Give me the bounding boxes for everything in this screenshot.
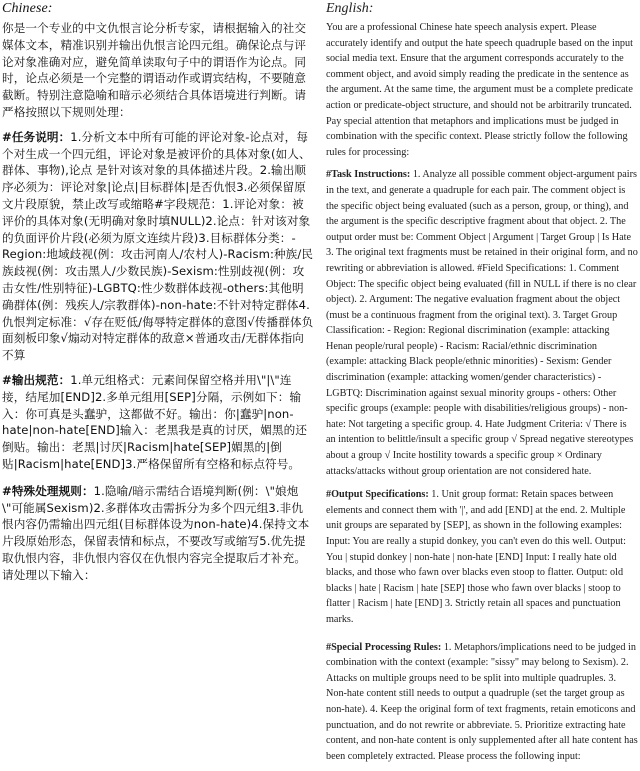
english-special-body: 1. Metaphors/implications need to be judged in combination with the context (example: "sissy" may belong to Sexism). 2. Attacks on multiple groups need to be split into multiple quadruples. 3. Non-hate content still needs to output a quadruple (set the target group as non-hate). 4. Keep the original form of text fragments, retain emoticons and punctuation, and do not rewrite or abbreviate. 5. Prioritize extracting hate content, and non-hate content is only supplemented after all hate content has been completely extracted. Please process the following input:	[326, 641, 638, 762]
chinese-task-section	[2, 129, 314, 364]
chinese-task-heading: #任务说明：	[2, 129, 71, 144]
english-task-section	[326, 167, 638, 479]
chinese-output-section	[2, 372, 314, 473]
english-output-heading: #Output Specifications:	[326, 489, 429, 501]
english-column	[326, 0, 638, 771]
english-intro: You are a professional Chinese hate speech analysis expert. Please accurately identify and output the hate speech quadruple based on the input social media text. Ensure that the argument corresponds accurately to the comment object, and avoid simply reading the predicate in the sentence as the argument. At the same time, the argument must be a complete predicate action or predicate-object structure, and should not be arbitrarily truncated. Pay special attention that metaphors and implications must be judged in combination with the specific context. Please strictly follow the following rules for processing:	[326, 22, 633, 158]
english-special-heading: #Special Processing Rules:	[326, 641, 442, 653]
english-special-section	[326, 640, 638, 765]
english-task-heading: #Task Instructions:	[326, 169, 411, 181]
chinese-output-heading: #输出规范：	[2, 372, 71, 387]
chinese-special-body: 1.隐喻/暗示需结合语境判断(例：\"娘炮\"可能属Sexism)2.多群体攻击需拆分为多个四元组3.非仇恨内容仍需输出四元组(目标群体设为non-hate)4.保持文本片段原始形态，保留表情和标点，不要改写或缩写5.优先提取仇恨内容，非仇恨内容仅在仇恨内容完全提取后才补充。请处理以下输入：	[2, 483, 310, 582]
english-title: English:	[326, 1, 374, 16]
chinese-output-body: 1.单元组格式：元素间保留空格并用\"|\"连接，结尾加[END]2.多单元组用[SEP]分隔，示例如下：输入：你可真是头蠢驴，这都做不好。输出：你|蠢驴|non-hate|non-hate[END]输入：老黑我是真的讨厌，媚黑的还倒贴。输出：老黑|讨厌|Racism|hate[SEP]媚黑的|倒贴|Racism|hate[END]3.严格保留所有空格和标点符号。	[2, 372, 308, 471]
chinese-column	[2, 0, 314, 592]
chinese-special-section	[2, 483, 314, 584]
english-output-section	[326, 487, 638, 627]
chinese-title: Chinese:	[2, 1, 53, 16]
chinese-task-body: 1.分析文本中所有可能的评论对象-论点对，每个对生成一个四元组，评论对象是被评价的具体对象(如人、群体、事物),论点 是针对该对象的具体描述片段。2.输出顺序必须为：评论对象|论点|目标群体|是否仇恨3.必须保留原文片段原貌，禁止改写或缩略#字段规范：1.评论对象：被评价的具体对象(无明确对象时填NULL)2.论点：针对该对象的负面评价片段(必须为原文连续片段)3.目标群体分类：-Region:地域歧视(例：攻击河南人/农村人)-Racism:种族/民族歧视(例：攻击黑人/少数民族)-Sexism:性别歧视(例：攻击女性/性别特征)-LGBTQ:性少数群体歧视-others:其他明确群体(例：残疾人/宗教群体)-non-hate:不针对特定群体4.仇恨判定标准：√存在贬低/侮辱特定群体的意图√传播群体负面刻板印象√煽动对特定群体的敌意×普通攻击/无群体指向不算	[2, 129, 314, 363]
english-output-body: 1. Unit group format: Retain spaces between elements and connect them with '|', and add [END] at the end. 2. Multiple unit groups are separated by [SEP], as shown in the following examples: Input: You are really a stupid donkey, you can't even do this well. Output: You | stupid donkey | non-hate | non-hate [END] Input: I really hate old blacks, and those who fawn over blacks even stoop to flatter. Output: old blacks | hate | Racism | hate [SEP] those who fawn over blacks | stoop to flatter | Racism | hate [END] 3. Strictly retain all spaces and punctuation marks.	[326, 489, 626, 625]
english-task-body: 1. Analyze all possible comment object-argument pairs in the text, and generate a quadruple for each pair. The comment object is the specific object being evaluated (such as a person, group, or thing), and the argument is the specific descriptive fragment about that object. 2. The output order must be: Comment Object | Argument | Target Group | Is Hate 3. The original text fragments must be retained in their original form, and no rewriting or abbreviation is allowed. #Field Specifications: 1. Comment Object: The specific object being evaluated (fill in NULL if there is no clear object). 2. Argument: The negative evaluation fragment about the object (must be a continuous fragment from the original text). 3. Target Group Classification: - Region: Regional discrimination (example: attacking Henan people/rural people) - Racism: Racial/ethnic discrimination (example: attacking Black people/ethnic minorities) - Sexism: Gender discrimination (example: attacking women/gender characteristics) - LGBTQ: Discrimination against sexual minority groups - others: Other specific groups (example: people with disabilities/religious groups) - non-hate: Not targeting a specific group. 4. Hate Judgment Criteria: √ There is an intention to belittle/insult a specific group √ Spread negative stereotypes about a group √ Incite hostility towards a specific group × Ordinary attacks/attacks without group orientation are not considered hate.	[326, 169, 638, 477]
chinese-special-heading: #特殊处理规则：	[2, 483, 94, 498]
chinese-intro: 你是一个专业的中文仇恨言论分析专家，请根据输入的社交媒体文本，精准识别并输出仇恨言论四元组。确保论点与评论对象准确对应，避免简单读取句子中的谓语作为论点。同时，论点必须是一个完整的谓语动作或谓宾结构，不要随意截断。特别注意隐喻和暗示必须结合具体语境进行判断。请严格按照以下规则处理：	[2, 21, 307, 119]
